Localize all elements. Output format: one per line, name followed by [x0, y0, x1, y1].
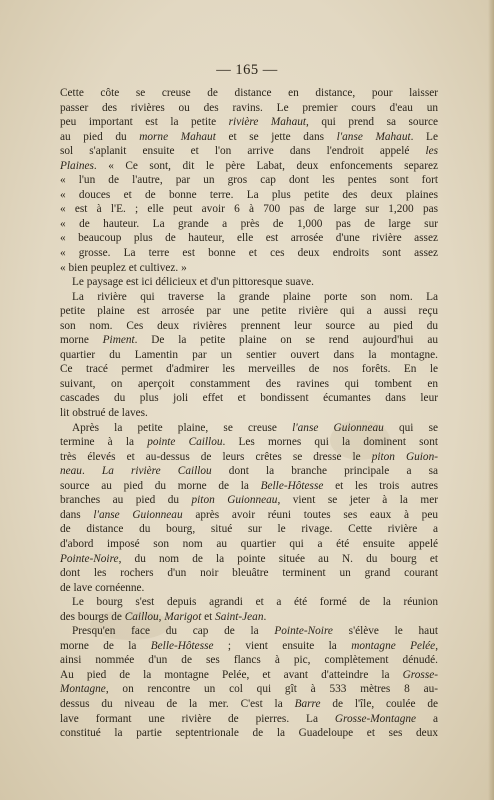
text-line: dans l'anse Guionneau après avoir réuni toutes ses eaux à peu — [60, 508, 438, 521]
text-line: Pointe-Noire, du nom de la pointe située au N. du bourg et — [60, 552, 438, 565]
text-line: Presqu'en face du cap de la Pointe-Noire s'élève le haut — [72, 625, 438, 638]
text-line: dont les rochers d'un noir bleuâtre terminent un grand courant — [60, 567, 438, 580]
text-line: lit obstrué de laves. — [60, 407, 148, 420]
text-line: passer des rivières ou des ravins. Le premier cours d'eau un — [60, 101, 438, 114]
text-line: « grosse. La terre est bonne et ces deux endroits sont assez — [60, 247, 438, 260]
text-line: très élevés et au-dessus de leurs crêtes se dresse le piton Guion- — [60, 450, 438, 463]
text-line: quartier du Lamentin par un sentier ouvert dans la montagne. — [60, 348, 438, 361]
page-edge-shadow — [488, 0, 494, 800]
text-line: Montagne, on rencontre un col qui gît à 533 mètres 8 au- — [60, 683, 438, 696]
text-line: Cette côte se creuse de distance en distance, pour laisser — [60, 87, 438, 99]
text-line: Après la petite plaine, se creuse l'anse Guionneau qui se — [72, 421, 439, 434]
text-line: morne Piment. De la petite plaine on se rend aujourd'hui au — [60, 334, 439, 347]
text-line: « l'un de l'autre, par un gros cap dont les pentes sont fort — [60, 174, 438, 187]
text-line: de distance du bourg, situé sur le rivage. Cette rivière a — [60, 523, 438, 536]
text-line: dessus du niveau de la mer. C'est la Barre de l'île, coulée de — [60, 697, 438, 710]
text-line: termine à la pointe Caillou. Les mornes qui la dominent sont — [60, 436, 438, 449]
text-line: source au pied du morne de la Belle-Hôtesse et les trois autres — [60, 479, 439, 492]
text-line: Au pied de la montagne Pelée, et avant d'atteindre la Grosse- — [60, 668, 438, 681]
text-line: de lave cornéenne. — [60, 581, 145, 594]
text-line: morne de la Belle-Hôtesse ; vient ensuite la montagne Pelée, — [60, 639, 439, 652]
text-line: « beaucoup plus de hauteur, elle est arrosée d'une rivière assez — [60, 232, 438, 245]
text-line: suivant, on aperçoit constamment des ravines qui tombent en — [60, 377, 438, 390]
text-line: d'abord imposé son nom au quartier qui a été ensuite appelé — [60, 537, 438, 550]
page-number-header: — 165 — — [216, 62, 278, 78]
text-line: Le paysage est ici délicieux et d'un pittoresque suave. — [72, 276, 315, 289]
text-line: peu important est la petite rivière Mahaut, qui prend sa source — [60, 116, 439, 129]
text-line: Plaines. « Ce sont, dit le père Labat, deux enfoncements separez — [60, 159, 438, 172]
text-line: neau. La rivière Caillou dont la branche principale a sa — [60, 465, 438, 478]
text-line: Ce tracé permet d'admirer les merveilles de nos forêts. En le — [60, 363, 438, 376]
text-line: lave formant une rivière de pierres. La Grosse-Montagne a — [60, 712, 438, 725]
text-line: constitué la partie septentrionale de la Guadeloupe et ses deux — [60, 727, 438, 740]
text-line: « de hauteur. La grande a près de 1,000 pas de large sur — [60, 217, 438, 230]
text-line: petite plaine est arrosée par une petite rivière qui a aussi reçu — [60, 305, 438, 318]
text-line: ainsi nommée d'un de ses flancs à pic, complètement dénudé. — [60, 654, 438, 667]
text-line: Le bourg s'est depuis agrandi et a été formé de la réunion — [72, 596, 438, 609]
text-line: « douces et de bonne terre. La plus petite des deux plaines — [60, 188, 438, 201]
text-line: cascades du plus joli effet et bondissent écumantes dans leur — [60, 392, 438, 405]
text-line: son nom. Ces deux rivières prennent leur source au pied du — [60, 319, 438, 332]
text-line: sol s'aplanit ensuite et l'on arrive dans l'endroit appelé les — [60, 145, 438, 158]
text-line: branches au pied du piton Guionneau, vient se jeter à la mer — [60, 494, 438, 507]
text-line: « bien peuplez et cultivez. » — [60, 261, 187, 274]
text-line: des bourgs de Caillou, Marigot et Saint-Jean. — [60, 610, 267, 623]
text-line: au pied du morne Mahaut et se jette dans l'anse Mahaut. Le — [60, 130, 438, 143]
text-line: La rivière qui traverse la grande plaine porte son nom. La — [72, 290, 438, 303]
text-line: « est à l'E. ; elle peut avoir 6 à 700 pas de large sur 1,200 pas — [60, 203, 438, 216]
body-text — [60, 86, 438, 741]
